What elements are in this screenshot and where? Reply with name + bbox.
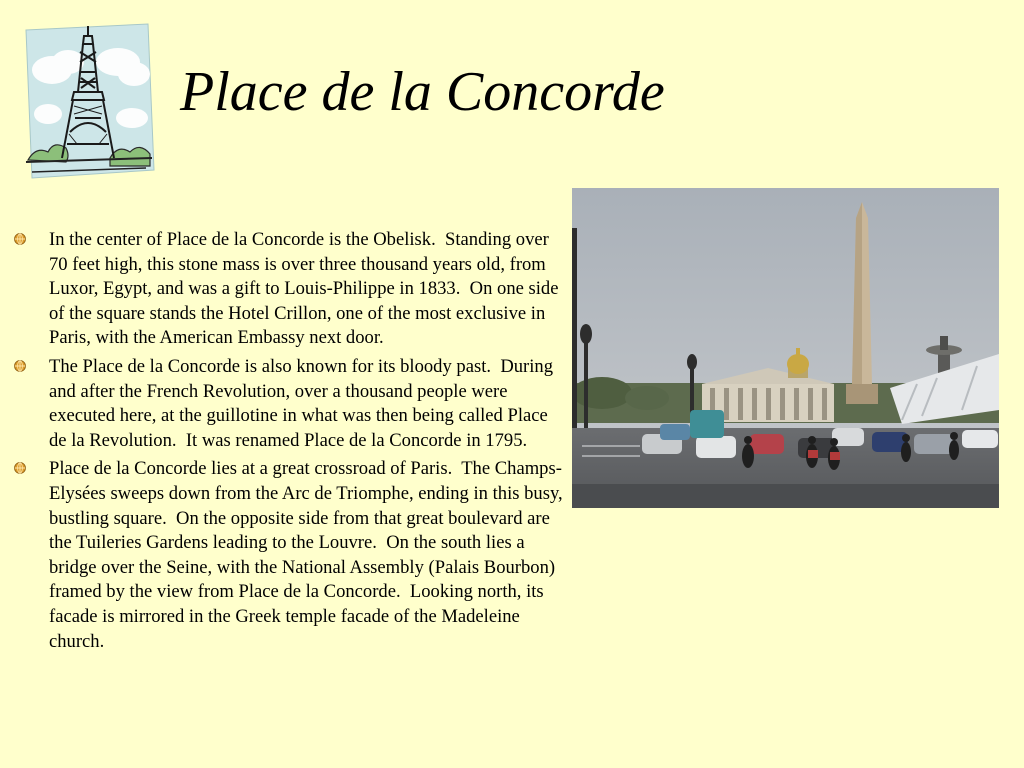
list-item	[14, 457, 566, 654]
list-item	[14, 355, 566, 453]
slide-title: Place de la Concorde	[180, 61, 665, 123]
bullet-text: In the center of Place de la Concorde is the Obelisk. Standing over 70 feet high, this stone mass is over three thousand years old, from Luxor, Egypt, and was a gift to Louis-Philippe in 1833. On one side of the square stands the Hotel Crillon, one of the most exclusive in Paris, with the American Embassy next door.	[49, 229, 559, 349]
eiffel-tower-icon	[22, 22, 156, 180]
globe-bullet-icon	[14, 233, 26, 245]
list-item	[14, 228, 566, 351]
concorde-photo	[572, 188, 999, 508]
bullet-text: The Place de la Concorde is also known for its bloody past. During and after the French Revolution, over a thousand people were executed here, at the guillotine in what was then being called Place de la Revolution. It was renamed Place de la Concorde in 1795.	[49, 355, 554, 451]
globe-bullet-icon	[14, 360, 26, 372]
bullet-text: Place de la Concorde lies at a great crossroad of Paris. The Champs-Elysées sweeps down from the Arc de Triomphe, ending in this busy, bustling square. On the opposite side from that great boulevard are the Tuileries Gardens leading to the Louvre. On the south lies a bridge over the Seine, with the National Assembly (Palais Bourbon) framed by the view from Place de la Concorde. Looking north, its facade is mirrored in the Greek temple facade of the Madeleine church.	[49, 458, 563, 652]
globe-bullet-icon	[14, 462, 26, 474]
bullet-list	[14, 228, 566, 658]
